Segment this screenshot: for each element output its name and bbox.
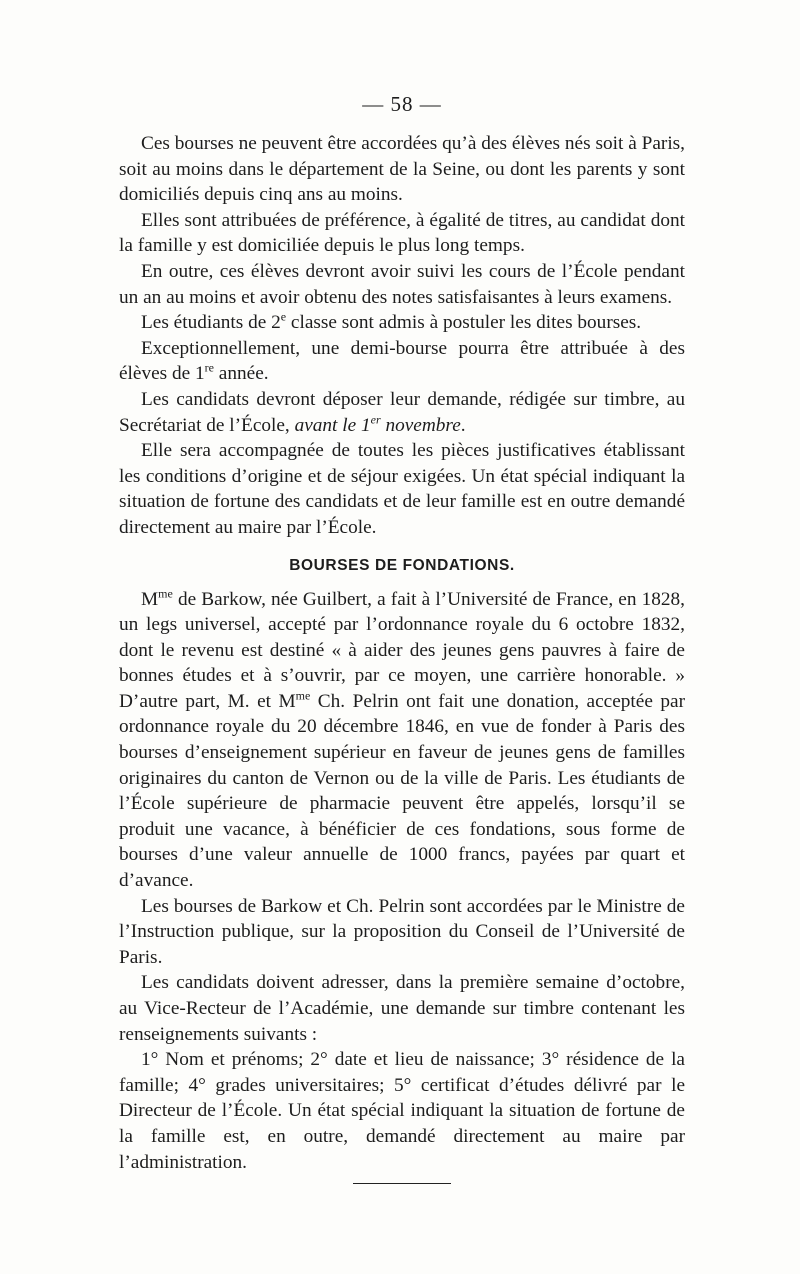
text-run: .: [460, 414, 466, 436]
paragraph: [119, 310, 685, 336]
document-page: [119, 92, 685, 1184]
superscript: e: [280, 309, 287, 324]
paragraph: Les candidats doivent adresser, dans la première semaine d’octobre, au Vice-Recteur de l’Académie, une demande sur timbre contenant les renseignements suivants :: [119, 972, 685, 1045]
superscript: me: [158, 586, 173, 601]
page-number: — 58 —: [362, 92, 442, 116]
text-run: Les candidats devront déposer leur demande, rédigée sur timbre, au Secrétariat de l’École,: [119, 388, 685, 436]
end-rule: [353, 1183, 451, 1184]
paragraph: [119, 587, 685, 894]
text-run: année.: [213, 363, 269, 385]
paragraph: [119, 336, 685, 387]
text-run: classe sont admis à postuler les dites bourses.: [286, 312, 642, 334]
text-run: avant le 1: [294, 414, 371, 436]
text-run: M: [141, 588, 159, 610]
text-run: novembre: [380, 414, 461, 436]
paragraph: Elle sera accompagnée de toutes les pièces justificatives établissant les conditions d’origine et de séjour exigées. Un état spécial indiquant la situation de fortune des candidats et de leur famille est en outre demandé directement au maire par l’École.: [119, 440, 685, 538]
paragraph: Les bourses de Barkow et Ch. Pelrin sont accordées par le Ministre de l’Instruction publique, sur la proposition du Conseil de l’Université de Paris.: [119, 895, 685, 968]
text-run: Les étudiants de 2: [141, 312, 281, 334]
text-run: Exceptionnellement, une demi-bourse pourra être attribuée à des élèves de 1: [119, 337, 685, 385]
paragraph: 1° Nom et prénoms; 2° date et lieu de naissance; 3° résidence de la famille; 4° grades universitaires; 5° certificat d’études délivré par le Directeur de l’École. Un état spécial indiquant la situation de fortune de la famille est, en outre, demandé directement au maire par l’administration.: [119, 1049, 685, 1173]
paragraph: Ces bourses ne peuvent être accordées qu’à des élèves nés soit à Paris, soit au moins dans le département de la Seine, ou dont les parents y sont domiciliés depuis cinq ans au moins.: [119, 133, 685, 206]
text-run: Ch. Pelrin ont fait une donation, acceptée par ordonnance royale du 20 décembre 1846, en vue de fonder à Paris des bourses d’enseignement supérieur en faveur de jeunes gens de familles originaires du canton de Vernon ou de la ville de Paris. Les étudiants de l’École supérieure de pharmacie peuvent être appelés, lorsqu’il se produit une vacance, à bénéficier de ces fondations, sous forme de bourses d’une valeur annuelle de 1000 francs, payées par quart et d’avance.: [119, 690, 685, 892]
section-heading: BOURSES DE FONDATIONS.: [289, 556, 515, 574]
paragraph: [119, 387, 685, 438]
superscript: me: [295, 688, 311, 703]
text-run: de Barkow, née Guilbert, a fait à l’Université de France, en 1828, un legs universel, accepté par l’ordonnance royale du 6 octobre 1832, dont le revenu est destiné « à aider des jeunes gens pauvres à faire de bonnes études et à s’ouvrir, par ce moyen, une carrière honorable. » D’autre part, M. et M: [119, 588, 685, 712]
deadline-date: [294, 412, 461, 436]
paragraph: En outre, ces élèves devront avoir suivi les cours de l’École pendant un an au moins et avoir obtenu des notes satisfaisantes à leurs examens.: [119, 260, 685, 308]
superscript: er: [370, 412, 381, 427]
superscript: re: [204, 360, 214, 375]
paragraph: Elles sont attribuées de préférence, à égalité de titres, au candidat dont la famille y est domiciliée depuis le plus long temps.: [119, 209, 685, 257]
